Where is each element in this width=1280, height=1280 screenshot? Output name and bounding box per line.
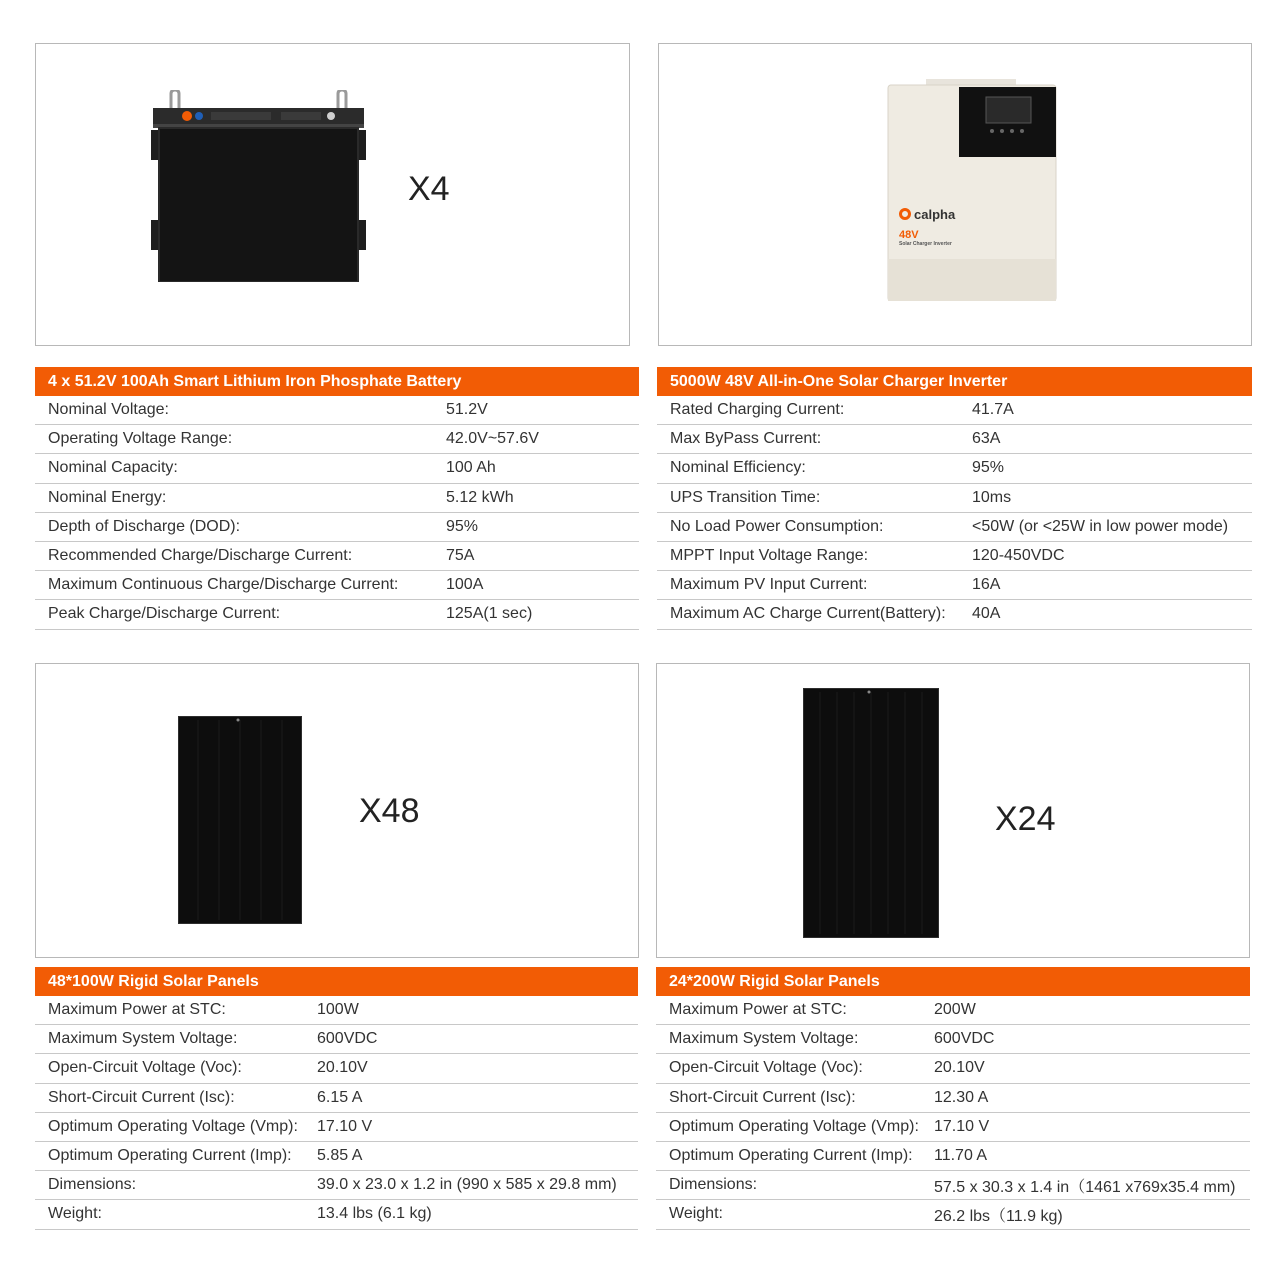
- table-row: [35, 396, 639, 425]
- table-row: [35, 425, 639, 454]
- spec-label: Maximum Power at STC:: [669, 1001, 847, 1019]
- spec-value: 17.10 V: [934, 1117, 990, 1135]
- spec-label: Dimensions:: [669, 1176, 758, 1194]
- spec-value: 200W: [934, 1001, 976, 1019]
- inverter-model-label: 48V: [899, 229, 919, 241]
- spec-label: Maximum Power at STC:: [48, 1001, 226, 1019]
- table-row: [657, 513, 1252, 542]
- spec-value: 100W: [317, 1001, 359, 1019]
- table-row: [657, 425, 1252, 454]
- table-row: [35, 513, 639, 542]
- spec-value: 20.10V: [317, 1059, 368, 1077]
- spec-label: Optimum Operating Voltage (Vmp):: [669, 1117, 919, 1135]
- table-row: [35, 1054, 638, 1083]
- inverter-model-sub: Solar Charger Inverter: [899, 241, 952, 247]
- spec-value: 5.85 A: [317, 1147, 363, 1165]
- spec-label: Open-Circuit Voltage (Voc):: [48, 1059, 242, 1077]
- spec-value: 39.0 x 23.0 x 1.2 in (990 x 585 x 29.8 mm): [317, 1176, 617, 1194]
- spec-label: Max ByPass Current:: [670, 430, 822, 448]
- spec-value: 6.15 A: [317, 1088, 363, 1106]
- spec-value: 75A: [446, 547, 475, 565]
- table-row: [656, 1171, 1250, 1200]
- table-row: [656, 1025, 1250, 1054]
- inverter-spec-title: 5000W 48V All-in-One Solar Charger Inverter: [657, 367, 1252, 396]
- spec-label: Weight:: [48, 1205, 102, 1223]
- table-row: [35, 454, 639, 483]
- table-row: [657, 484, 1252, 513]
- spec-value: 95%: [446, 517, 479, 535]
- table-row: [656, 1054, 1250, 1083]
- spec-value: 11.70 A: [934, 1147, 988, 1165]
- spec-label: Recommended Charge/Discharge Current:: [48, 547, 353, 565]
- spec-label: Maximum System Voltage:: [48, 1030, 238, 1048]
- spec-value: 17.10 V: [317, 1117, 373, 1135]
- spec-label: Nominal Efficiency:: [670, 459, 806, 477]
- spec-value: 100A: [446, 576, 484, 594]
- panel100-spec-table: [35, 967, 638, 1230]
- table-row: [656, 1084, 1250, 1113]
- table-row: [656, 1113, 1250, 1142]
- inverter-image: [886, 79, 1058, 301]
- spec-value: 41.7A: [972, 401, 1014, 419]
- spec-label: Weight:: [669, 1205, 723, 1223]
- table-row: [657, 600, 1252, 629]
- spec-value: 100 Ah: [446, 459, 496, 477]
- battery-quantity: X4: [408, 170, 450, 208]
- table-row: [35, 1113, 638, 1142]
- inverter-logo-icon: [899, 208, 911, 220]
- spec-value: 12.30 A: [934, 1088, 989, 1106]
- table-row: [656, 1142, 1250, 1171]
- panel100-spec-title: 48*100W Rigid Solar Panels: [35, 967, 638, 996]
- table-row: [35, 1084, 638, 1113]
- table-row: [35, 1200, 638, 1229]
- spec-value: 16A: [972, 576, 1001, 594]
- spec-label: Operating Voltage Range:: [48, 430, 233, 448]
- table-row: [657, 542, 1252, 571]
- spec-label: Maximum System Voltage:: [669, 1030, 859, 1048]
- spec-label: Depth of Discharge (DOD):: [48, 517, 241, 535]
- solar-panel-100w-image: [178, 716, 302, 924]
- battery-spec-table: [35, 367, 639, 630]
- table-row: [35, 996, 638, 1025]
- spec-label: Maximum AC Charge Current(Battery):: [670, 605, 946, 623]
- spec-value: 10ms: [972, 488, 1012, 506]
- spec-value: 95%: [972, 459, 1005, 477]
- spec-value: <50W (or <25W in low power mode): [972, 517, 1229, 535]
- spec-value: 26.2 lbs（11.9 kg): [934, 1207, 1063, 1225]
- spec-value: 13.4 lbs (6.1 kg): [317, 1205, 432, 1223]
- spec-label: No Load Power Consumption:: [670, 517, 884, 535]
- panel200-image-panel: [656, 663, 1250, 958]
- table-row: [35, 1142, 638, 1171]
- panel100-quantity: X48: [359, 792, 420, 830]
- spec-value: 51.2V: [446, 401, 488, 419]
- spec-label: Optimum Operating Current (Imp):: [48, 1147, 292, 1165]
- table-row: [657, 396, 1252, 425]
- spec-label: Nominal Capacity:: [48, 459, 178, 477]
- spec-value: 125A(1 sec): [446, 605, 533, 623]
- table-row: [657, 454, 1252, 483]
- spec-value: 57.5 x 30.3 x 1.4 in（1461 x769x35.4 mm): [934, 1178, 1236, 1196]
- spec-label: Maximum PV Input Current:: [670, 576, 868, 594]
- spec-label: UPS Transition Time:: [670, 488, 821, 506]
- table-row: [35, 1171, 638, 1200]
- spec-value: 5.12 kWh: [446, 488, 514, 506]
- table-row: [35, 571, 639, 600]
- spec-label: Dimensions:: [48, 1176, 137, 1194]
- battery-image-panel: [35, 43, 630, 346]
- spec-label: MPPT Input Voltage Range:: [670, 547, 869, 565]
- spec-value: 20.10V: [934, 1059, 985, 1077]
- spec-value: 600VDC: [317, 1030, 378, 1048]
- solar-panel-200w-image: [803, 688, 939, 938]
- panel200-spec-title: 24*200W Rigid Solar Panels: [656, 967, 1250, 996]
- table-row: [656, 996, 1250, 1025]
- spec-value: 120-450VDC: [972, 547, 1065, 565]
- spec-value: 600VDC: [934, 1030, 995, 1048]
- spec-label: Nominal Energy:: [48, 488, 167, 506]
- table-row: [35, 1025, 638, 1054]
- battery-image: [151, 90, 366, 282]
- spec-label: Maximum Continuous Charge/Discharge Current:: [48, 576, 399, 594]
- inverter-brand: calpha: [914, 207, 956, 222]
- spec-label: Open-Circuit Voltage (Voc):: [669, 1059, 863, 1077]
- table-row: [656, 1200, 1250, 1229]
- panel200-spec-table: [656, 967, 1250, 1230]
- table-row: [35, 600, 639, 629]
- inverter-spec-table: [657, 367, 1252, 630]
- table-row: [35, 484, 639, 513]
- inverter-image-panel: [658, 43, 1252, 346]
- spec-value: 63A: [972, 430, 1001, 448]
- spec-label: Optimum Operating Voltage (Vmp):: [48, 1117, 298, 1135]
- battery-spec-title: 4 x 51.2V 100Ah Smart Lithium Iron Phosphate Battery: [35, 367, 639, 396]
- spec-label: Short-Circuit Current (Isc):: [669, 1088, 856, 1106]
- spec-label: Peak Charge/Discharge Current:: [48, 605, 281, 623]
- panel100-image-panel: [35, 663, 639, 958]
- panel200-quantity: X24: [995, 800, 1056, 838]
- spec-label: Optimum Operating Current (Imp):: [669, 1147, 913, 1165]
- table-row: [657, 571, 1252, 600]
- spec-label: Rated Charging Current:: [670, 401, 845, 419]
- spec-value: 40A: [972, 605, 1001, 623]
- spec-label: Short-Circuit Current (Isc):: [48, 1088, 235, 1106]
- table-row: [35, 542, 639, 571]
- spec-value: 42.0V~57.6V: [446, 430, 539, 448]
- spec-label: Nominal Voltage:: [48, 401, 169, 419]
